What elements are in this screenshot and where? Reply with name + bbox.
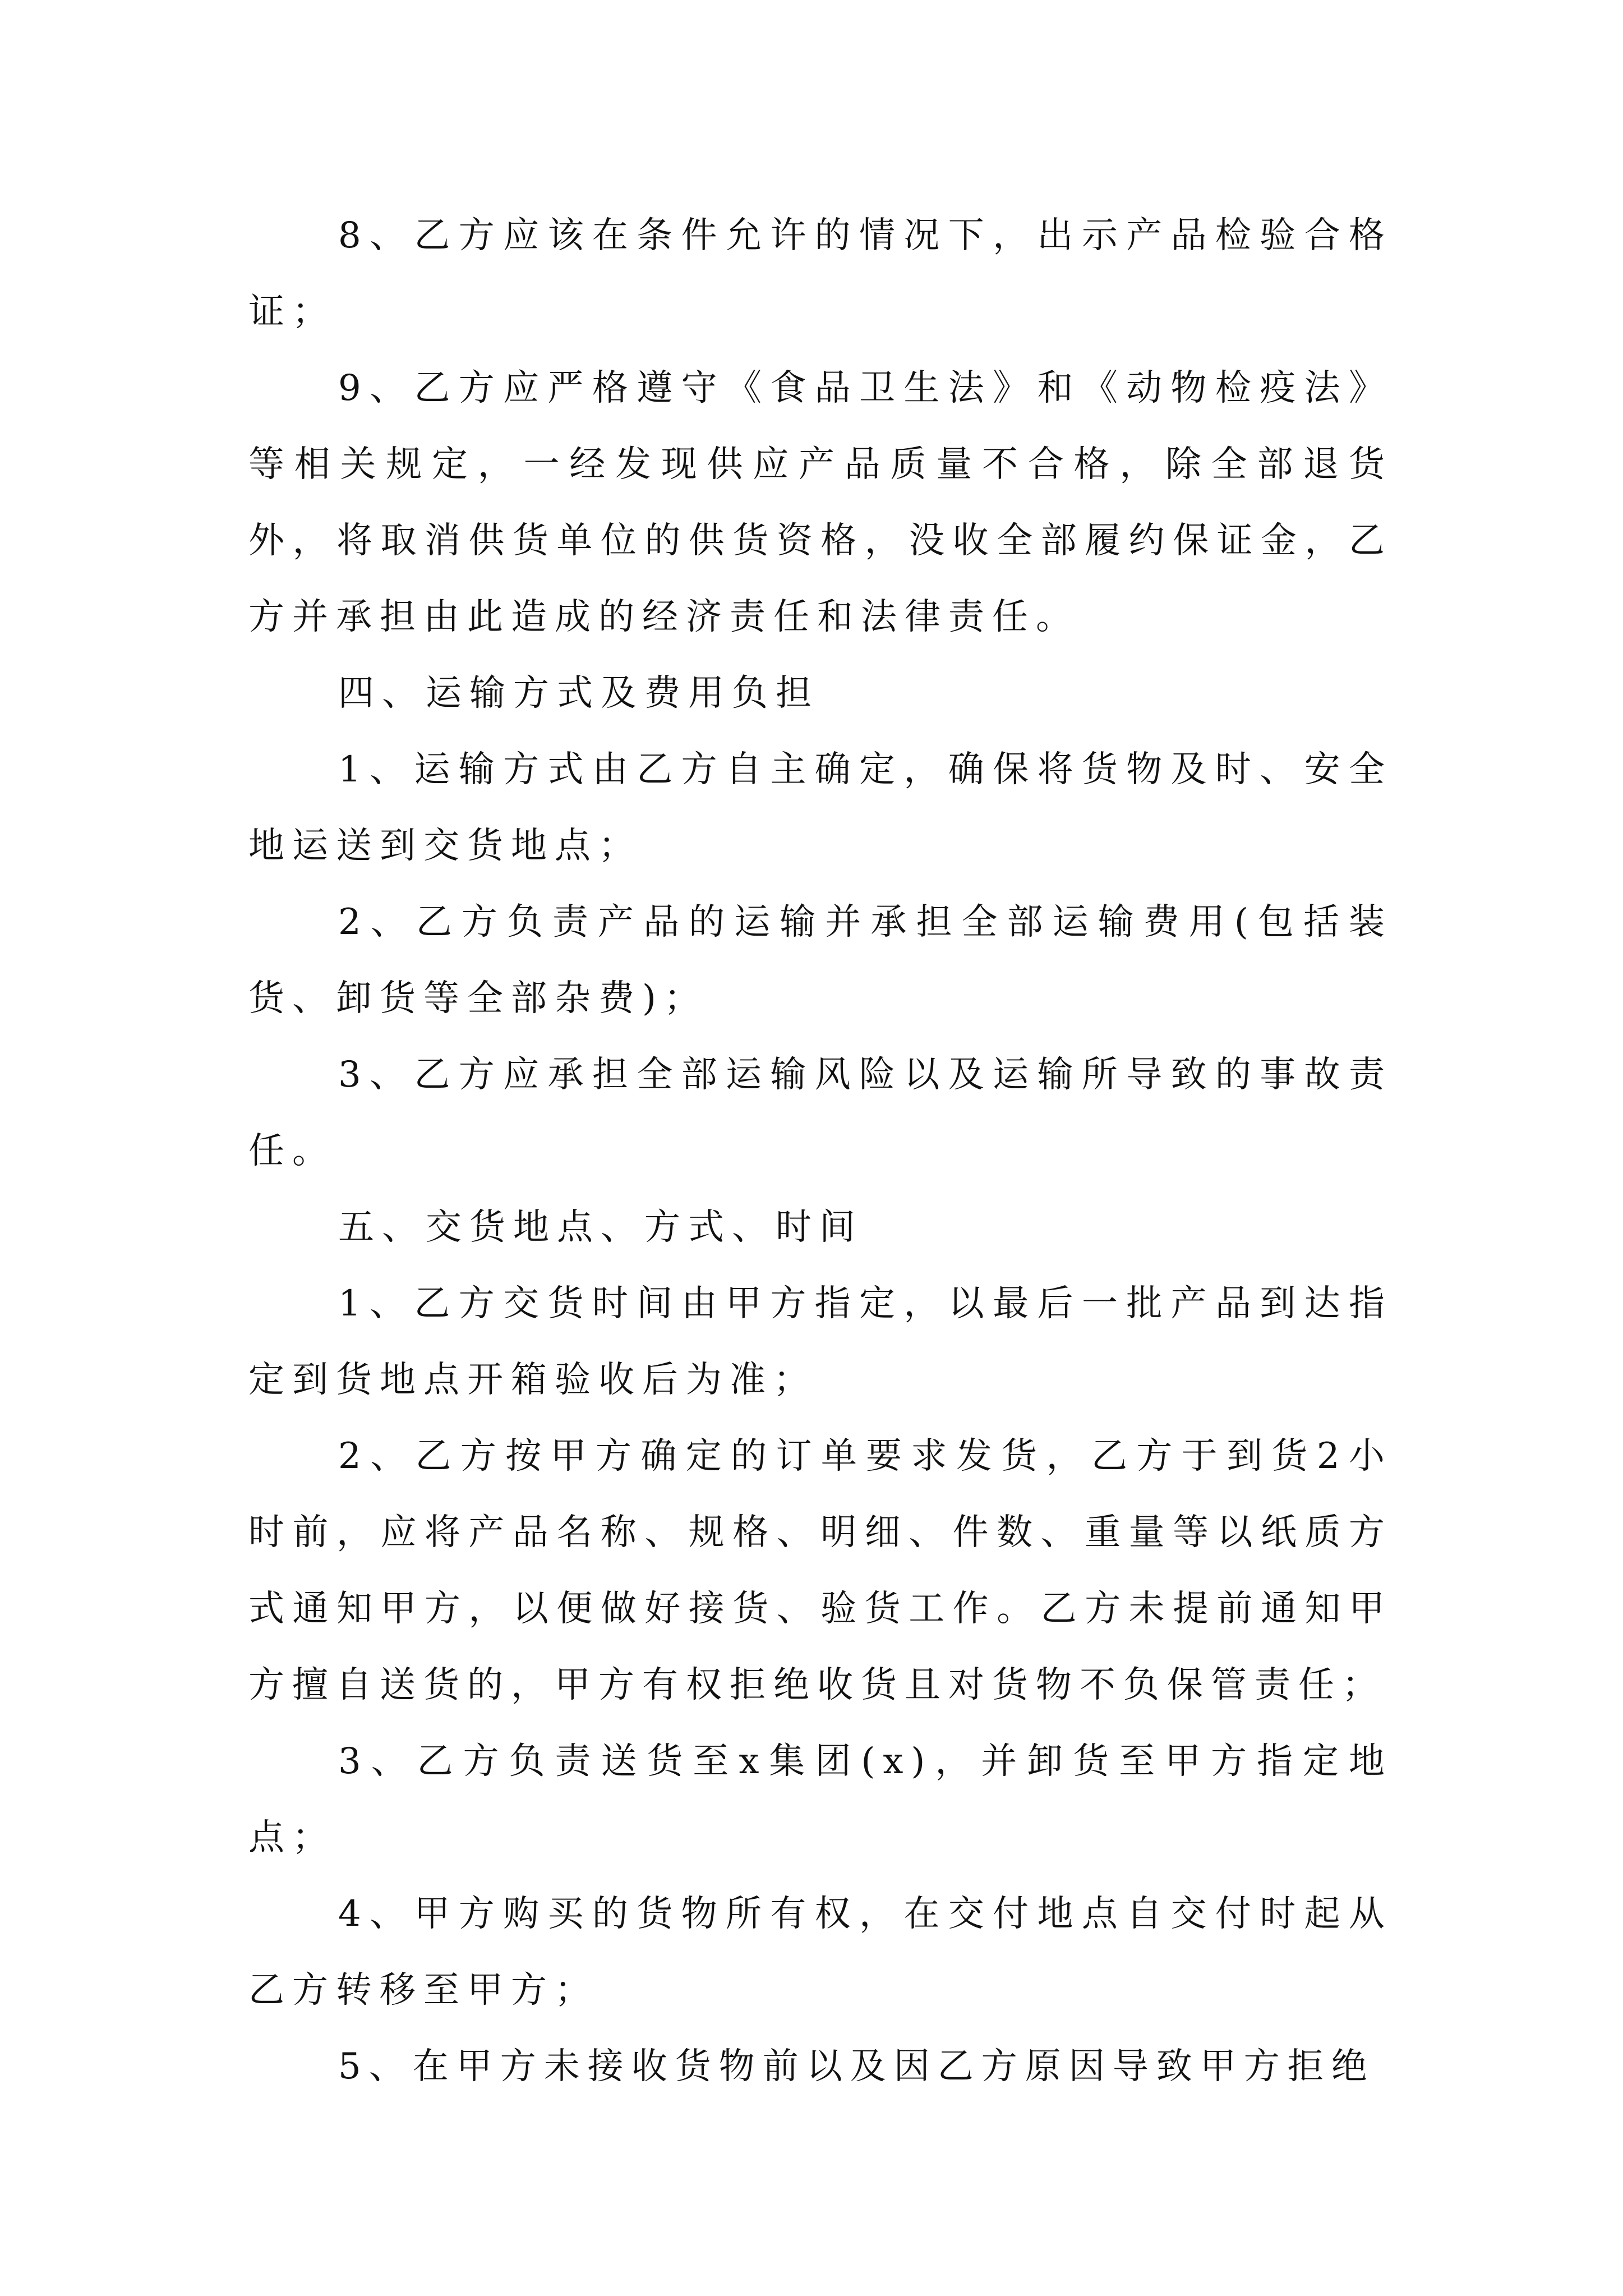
delivery-clause-2: 2、乙方按甲方确定的订单要求发货，乙方于到货2小时前，应将产品名称、规格、明细、件数、重量等以纸质方式通知甲方，以便做好接货、验货工作。乙方未提前通知甲方擅自送货的，甲方有权拒绝收货且对货物不负保管责任； bbox=[248, 1435, 1393, 1706]
clause-8: 8、乙方应该在条件允许的情况下，出示产品检验合格证； bbox=[248, 215, 1393, 333]
section-heading-transport: 四、运输方式及费用负担 bbox=[338, 673, 819, 714]
transport-clause-3: 3、乙方应承担全部运输风险以及运输所导致的事故责任。 bbox=[248, 1054, 1393, 1172]
transport-clause-1: 1、运输方式由乙方自主确定，确保将货物及时、安全地运送到交货地点； bbox=[248, 749, 1393, 867]
delivery-clause-4: 4、甲方购买的货物所有权，在交付地点自交付时起从乙方转移至甲方； bbox=[248, 1893, 1393, 2011]
delivery-clause-5: 5、在甲方未接收货物前以及因乙方原因导致甲方拒绝 bbox=[338, 2046, 1375, 2087]
delivery-clause-1: 1、乙方交货时间由甲方指定，以最后一批产品到达指定到货地点开箱验收后为准； bbox=[248, 1283, 1393, 1401]
delivery-clause-3: 3、乙方负责送货至x集团(x)，并卸货至甲方指定地点； bbox=[248, 1741, 1393, 1858]
transport-clause-2: 2、乙方负责产品的运输并承担全部运输费用(包括装货、卸货等全部杂费)； bbox=[248, 901, 1393, 1019]
document-body bbox=[248, 197, 1393, 2105]
section-heading-delivery: 五、交货地点、方式、时间 bbox=[338, 1207, 863, 1248]
clause-9: 9、乙方应严格遵守《食品卫生法》和《动物检疫法》等相关规定，一经发现供应产品质量不合格，除全部退货外，将取消供货单位的供货资格，没收全部履约保证金，乙方并承担由此造成的经济责任和法律责任。 bbox=[248, 367, 1393, 638]
